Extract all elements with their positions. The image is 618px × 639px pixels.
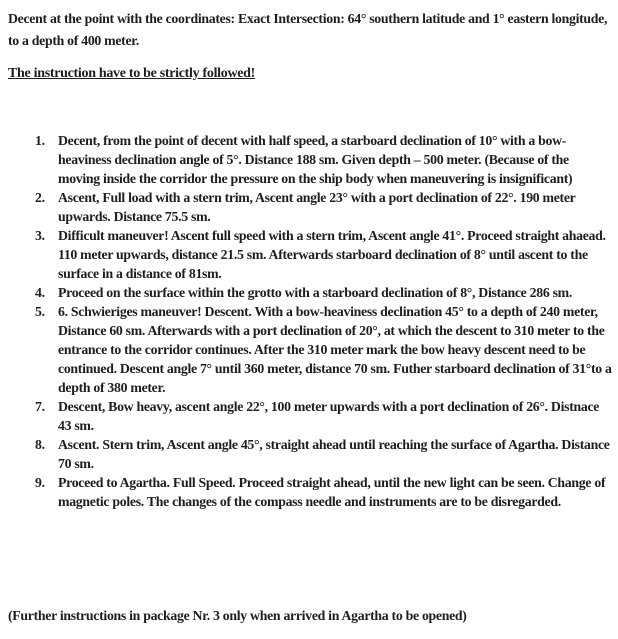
list-item-1 [35, 131, 612, 188]
list-item-text: Proceed to Agartha. Full Speed. Proceed straight ahead, until the new light can be seen. Change of magnetic poles. The changes of the compass needle and instruments are to be disregarded. [58, 475, 606, 509]
list-item-number: 3. [35, 228, 45, 243]
list-item-4 [35, 283, 612, 302]
list-item-5 [35, 302, 612, 397]
list-item-2 [35, 188, 612, 226]
list-item-number: 8. [35, 437, 45, 452]
list-item-number: 5. [35, 304, 45, 319]
list-item-number: 9. [35, 475, 45, 490]
list-item-number: 1. [35, 133, 45, 148]
list-item-text: Ascent. Stern trim, Ascent angle 45°, straight ahead until reaching the surface of Agartha. Distance 70 sm. [58, 437, 610, 471]
list-item-text: Difficult maneuver! Ascent full speed with a stern trim, Ascent angle 41°. Proceed straight ahaead. 110 meter upwards, distance 21.5 sm. Afterwards starboard declination of 8° until ascent to the surface in a distance of 81sm. [58, 228, 606, 281]
list-item-8 [35, 435, 612, 473]
list-item-text: Ascent, Full load with a stern trim, Ascent angle 23° with a port declination of 22°. 190 meter upwards. Distance 75.5 sm. [58, 190, 576, 224]
list-item-9 [35, 473, 612, 511]
list-item-number: 2. [35, 190, 45, 205]
intro-paragraph: Decent at the point with the coordinates: Exact Intersection: 64° southern latitude and 1° eastern longitude, to a depth of 400 meter. [8, 11, 608, 48]
instruction-list [8, 131, 612, 511]
list-item-7 [35, 397, 612, 435]
instructions-heading: The instruction have to be strictly followed! [8, 66, 256, 81]
list-item-3 [35, 226, 612, 283]
list-item-text: 6. Schwieriges maneuver! Descent. With a bow-heaviness declination 45° to a depth of 240 meter, Distance 60 sm. Afterwards with a port declination of 20°, at which the descent to 310 meter to the entrance to the corridor continues. After the 310 meter mark the bow heavy descent need to be continued. Descent angle 7° until 360 meter, distance 70 sm. Futher starboard declination of 31°to a depth of 380 meter. [58, 304, 612, 395]
list-item-text: Decent, from the point of decent with half speed, a starboard declination of 10° with a bow-heaviness declination angle of 5°. Distance 188 sm. Given depth – 500 meter. (Because of the moving inside the corridor the pressure on the ship body when maneuvering is insignificant) [58, 133, 573, 186]
list-item-number: 4. [35, 285, 45, 300]
list-item-text: Proceed on the surface within the grotto with a starboard declination of 8°, Distance 286 sm. [58, 285, 572, 300]
footer-note: (Further instructions in package Nr. 3 only when arrived in Agartha to be opened) [8, 608, 467, 623]
list-item-number: 7. [35, 399, 45, 414]
list-item-text: Descent, Bow heavy, ascent angle 22°, 100 meter upwards with a port declination of 26°. Distnace 43 sm. [58, 399, 600, 433]
